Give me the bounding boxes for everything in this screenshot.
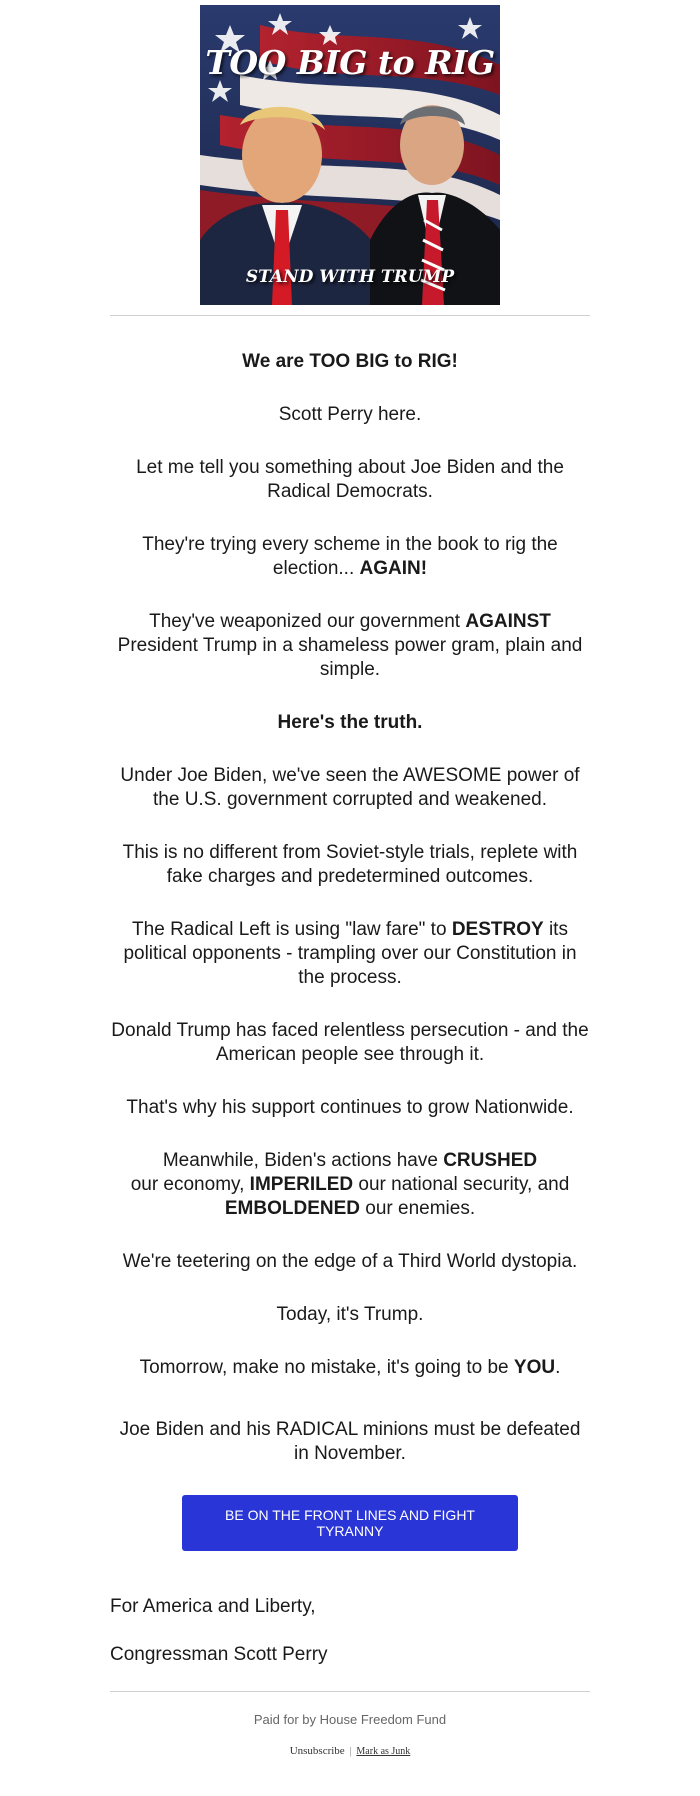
- paragraph-soviet: This is no different from Soviet-style trials, replete with fake charges and predetermined outcomes.: [122, 842, 578, 887]
- paragraph-weaponized: [110, 610, 590, 682]
- mark-as-junk-link[interactable]: Mark as Junk: [356, 1746, 411, 1757]
- radical-left-text-2: its political opponents - trampling over our Constitution in the process.: [123, 919, 577, 988]
- signoff: [110, 1595, 590, 1667]
- paragraph-radical-left: [110, 918, 590, 990]
- crushed-text-1: Meanwhile, Biden's actions have: [162, 1150, 444, 1171]
- crushed-text-3: our national security, and: [353, 1174, 570, 1195]
- message-content: [110, 316, 590, 1466]
- paragraph-dystopia: We're teetering on the edge of a Third World dystopia.: [122, 1251, 578, 1272]
- bottom-divider: [110, 1691, 590, 1692]
- unsubscribe-link[interactable]: Unsubscribe: [289, 1745, 345, 1757]
- headline: We are TOO BIG to RIG!: [242, 351, 458, 372]
- paragraph-truth: Here's the truth.: [277, 712, 423, 733]
- hero-subtitle: STAND WITH TRUMP: [245, 267, 455, 287]
- paragraph-scheme: [110, 533, 590, 581]
- hero-title: TOO BIG to RIG: [205, 43, 495, 82]
- footer-separator: |: [349, 1745, 352, 1757]
- weaponized-text-1: They've weaponized our government: [149, 611, 466, 632]
- paragraph-crushed: [110, 1149, 590, 1221]
- paragraph-awesome: Under Joe Biden, we've seen the AWESOME power of the U.S. government corrupted and weakened.: [120, 765, 580, 810]
- paragraph-persecution: Donald Trump has faced relentless persecution - and the American people see through it.: [111, 1020, 589, 1065]
- paragraph-defeat: Joe Biden and his RADICAL minions must be defeated in November.: [119, 1419, 581, 1464]
- email-body: [110, 5, 590, 1757]
- paragraph-today: Today, it's Trump.: [276, 1304, 424, 1325]
- cta-container: [110, 1495, 590, 1551]
- weaponized-text-2: President Trump in a shameless power gram, plain and simple.: [117, 635, 583, 680]
- hero-image[interactable]: [200, 5, 500, 305]
- footer-links: [110, 1745, 590, 1757]
- weaponized-emphasis: AGAINST: [465, 611, 551, 632]
- signature-name: Congressman Scott Perry: [110, 1644, 328, 1665]
- tomorrow-text-1: Tomorrow, make no mistake, it's going to be: [139, 1357, 514, 1378]
- paragraph-biden: Let me tell you something about Joe Biden and the Radical Democrats.: [136, 457, 564, 502]
- paragraph-intro: Scott Perry here.: [278, 404, 422, 425]
- crushed-text-2: our economy,: [130, 1174, 250, 1195]
- crushed-text-4: our enemies.: [360, 1198, 476, 1219]
- scheme-emphasis: AGAIN!: [359, 558, 428, 579]
- closing-line: For America and Liberty,: [110, 1596, 316, 1617]
- radical-left-text-1: The Radical Left is using "law fare" to: [132, 919, 452, 940]
- paragraph-support: That's why his support continues to grow Nationwide.: [126, 1097, 574, 1118]
- radical-left-emphasis: DESTROY: [451, 919, 544, 940]
- crushed-emphasis: CRUSHED: [443, 1150, 538, 1171]
- paid-for-disclaimer: Paid for by House Freedom Fund: [253, 1712, 447, 1727]
- tomorrow-emphasis: YOU: [513, 1357, 556, 1378]
- fight-tyranny-button[interactable]: BE ON THE FRONT LINES AND FIGHT TYRANNY: [182, 1495, 518, 1551]
- scheme-text: They're trying every scheme in the book to rig the election...: [142, 534, 558, 579]
- paragraph-tomorrow: [110, 1356, 590, 1380]
- tomorrow-text-2: .: [555, 1357, 561, 1378]
- emboldened-emphasis: EMBOLDENED: [224, 1198, 360, 1219]
- imperiled-emphasis: IMPERILED: [249, 1174, 354, 1195]
